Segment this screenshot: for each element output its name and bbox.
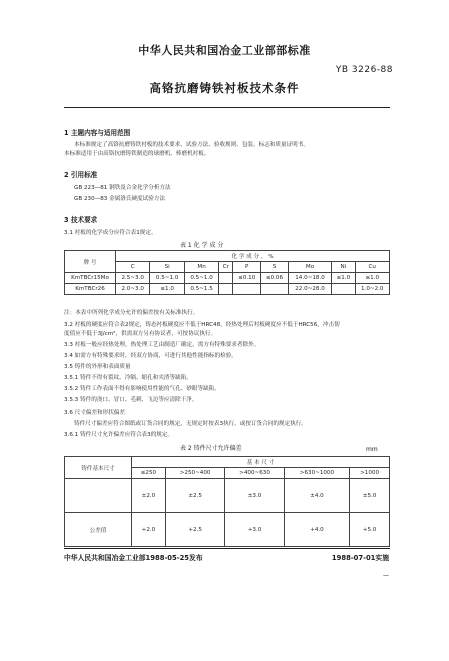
value-cell: +4.0 — [284, 513, 349, 547]
header-divider — [64, 107, 390, 108]
clause-3-6-1: 3.6.1 铸件尺寸允许偏差应符合表3的规定。 — [64, 432, 174, 438]
page-mark: — — [383, 572, 389, 579]
issuing-organization: 中华人民共和国冶金工业部部标准 — [138, 44, 311, 57]
table-1-note: 注：本表中所列化学成分允许的偏差按有关标准执行。 — [64, 310, 199, 316]
value-cell: ≤0.06 — [261, 273, 289, 284]
clause-3-6-text: 铸件尺寸偏差应符合图纸或订货合同的规定，无规定时按表3执行，或按订货合同的规定执行。 — [74, 421, 307, 427]
value-cell: ≤1.0 — [150, 284, 184, 295]
value-cell: 0.5~1.5 — [184, 284, 218, 295]
table-1-col: Mn — [184, 262, 218, 273]
table-2-col: >630~1000 — [284, 468, 349, 479]
value-cell: 0.5~1.0 — [150, 273, 184, 284]
value-cell: +5.0 — [350, 513, 390, 547]
value-cell: ≤1.0 — [332, 273, 355, 284]
table-1-col: Ni — [332, 262, 355, 273]
value-cell: 0.5~1.0 — [184, 273, 218, 284]
chemical-composition-table — [64, 250, 390, 295]
value-cell: 2.5~3.0 — [116, 273, 150, 284]
value-cell — [332, 284, 355, 295]
clause-3-6: 3.6 尺寸偏差和形状偏差 — [64, 410, 126, 416]
table-1-grade-header: 牌 号 — [65, 251, 116, 273]
table-1-composition-header: 化 学 成 分 ， % — [116, 251, 390, 262]
table-2-col: >250~400 — [165, 468, 224, 479]
value-cell: ≤0.10 — [233, 273, 261, 284]
row-label — [65, 479, 132, 513]
table-1-caption: 表 1 化 学 成 分 — [180, 242, 224, 249]
table-1-col: S — [261, 262, 289, 273]
table-1-col: C — [116, 262, 150, 273]
value-cell: ≤1.0 — [355, 273, 389, 284]
value-cell: 2.0~3.0 — [116, 284, 150, 295]
footer-divider — [64, 548, 390, 549]
table-1-header-row — [65, 251, 390, 262]
grade-cell: KmTBCr15Mo — [65, 273, 116, 284]
section-1-paragraph-2: 本标准适用于由高铬抗磨铸铁制造的球磨机、棒磨机衬板。 — [64, 151, 210, 157]
table-row — [65, 513, 390, 547]
table-2-col: >400~630 — [225, 468, 284, 479]
table-row — [65, 273, 390, 284]
clause-3-5-2: 3.5.2 铸件工作表面不得有影响使用性能的气孔、砂眼等缺陷。 — [64, 386, 220, 392]
value-cell: ±3.0 — [225, 479, 284, 513]
clause-3-5: 3.5 铸件的外形和表面质量 — [64, 364, 131, 370]
value-cell: 14.0~18.0 — [288, 273, 331, 284]
table-2-left-header: 铸件基本尺寸 — [65, 457, 132, 479]
table-2-unit: mm — [366, 446, 378, 453]
value-cell: +2.0 — [132, 513, 166, 547]
value-cell: 1.0~2.0 — [355, 284, 389, 295]
section-1-paragraph-1: 本标准规定了高铬抗磨铸铁衬板的技术要求、试验方法、验收规则、包装、标志和质量证明书。 — [74, 142, 309, 148]
implementation-date: 1988-07-01实施 — [331, 554, 389, 562]
table-1-col: P — [233, 262, 261, 273]
section-2-heading: 2 引用标准 — [64, 171, 98, 179]
table-1-col: Mo — [288, 262, 331, 273]
clause-3-1: 3.1 衬板的化学成分应符合表1规定。 — [64, 230, 157, 236]
reference-standard-1: GB 223—81 钢铁及合金化学分析方法 — [74, 185, 171, 191]
value-cell — [219, 273, 233, 284]
clause-3-2: 3.2 衬板的硬度应符合表2规定，铸态衬板硬度应不低于HRC48，经热处理后衬板硬度应不低于HRC56，冲击韧 — [64, 322, 340, 328]
clause-3-5-3: 3.5.3 铸件的浇口、冒口、毛刺、飞边等应清除干净。 — [64, 397, 198, 403]
row-label: 公差值 — [65, 513, 132, 547]
value-cell: +2.5 — [165, 513, 224, 547]
table-2-col: ≤250 — [132, 468, 166, 479]
table-2-col: >1000 — [350, 468, 390, 479]
clause-3-5-1: 3.5.1 铸件不得有裂纹、冷隔、缩孔和夹渣等缺陷。 — [64, 375, 192, 381]
table-1-col: Cu — [355, 262, 389, 273]
value-cell: +3.0 — [225, 513, 284, 547]
value-cell: 22.0~28.0 — [288, 284, 331, 295]
reference-standard-2: GB 230—83 金属洛氏硬度试验方法 — [74, 196, 166, 202]
value-cell: ±2.0 — [132, 479, 166, 513]
clause-3-3: 3.3 衬板一般应经热处理，热处理工艺由制造厂确定，需方有特殊要求者除外。 — [64, 342, 260, 348]
clause-3-4: 3.4 如需方有特殊要求时，经双方协商，可进行其他性能指标的检验。 — [64, 353, 237, 359]
table-2-size-header: 基 本 尺 寸 — [132, 457, 390, 468]
value-cell: ±2.5 — [165, 479, 224, 513]
standard-number: YB 3226-88 — [335, 65, 393, 75]
grade-cell: KmTBCr26 — [65, 284, 116, 295]
section-1-heading: 1 主题内容与适用范围 — [64, 129, 131, 137]
table-row — [65, 479, 390, 513]
table-row — [65, 284, 390, 295]
dimensional-tolerance-table — [64, 456, 390, 547]
value-cell — [219, 284, 233, 295]
value-cell — [233, 284, 261, 295]
issue-date: 中华人民共和国冶金工业部1988-05-25发布 — [64, 554, 203, 562]
table-2-header-row — [65, 457, 390, 468]
value-cell: ±5.0 — [350, 479, 390, 513]
document-title: 高铬抗磨铸铁衬板技术条件 — [149, 81, 300, 95]
table-2-caption: 表 2 铸件尺寸允许偏差 — [180, 445, 242, 452]
section-3-heading: 3 技术要求 — [64, 216, 98, 224]
table-1-col: Si — [150, 262, 184, 273]
value-cell: ±4.0 — [284, 479, 349, 513]
clause-3-2-cont: 度值应不低于3J/cm²，供需双方另有协议者，可按协议执行。 — [64, 331, 217, 337]
table-1-col: Cr — [219, 262, 233, 273]
value-cell — [261, 284, 289, 295]
